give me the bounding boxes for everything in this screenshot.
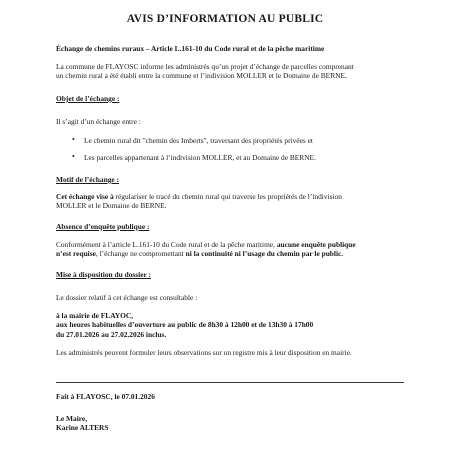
signature-role: Le Maire, [56, 414, 88, 423]
dossier-details [56, 311, 416, 339]
intro-line-2: un chemin rural a été établi entre la commune et l’indivision MOLLER et le Domaine de BERNE. [56, 71, 347, 81]
absence-line-1-a: Conformément à l’article L.161-10 du Code rural et de la pêche maritime, [56, 240, 277, 249]
absence-heading: Absence d’enquête publique : [56, 222, 150, 231]
intro-line-1: La commune de FLAYOSC informe les administrés qu’un projet d’échange de parcelles comprenant [56, 62, 354, 71]
objet-item-2: Les parcelles appartenant à l’indivision MOLLER, et au Domaine de BERNE. [84, 153, 316, 162]
dossier-lead: Le dossier relatif à cet échange est consultable : [56, 293, 198, 302]
motif-line-1-rest: régulariser le tracé du chemin rural qui traverse les propriétés de l’indivision [113, 192, 342, 201]
absence-paragraph [56, 240, 416, 259]
separator-line [56, 382, 404, 383]
absence-line-2-a: n’est requise [56, 249, 96, 259]
motif-heading: Motif de l’échange : [56, 175, 120, 184]
bullet-icon: • [72, 152, 75, 161]
objet-lead: Il s’agit d’un échange entre : [56, 117, 141, 126]
signature-block [56, 414, 416, 433]
motif-paragraph [56, 192, 416, 211]
dossier-line-1: à la mairie de FLAYOC, [56, 311, 134, 320]
signature-name: Karine ALTERS [56, 423, 109, 433]
dossier-observations: Les administrés peuvent formuler leurs observations sur un registre mis à leur disposition en mairie. [56, 348, 352, 357]
notice-subtitle: Échange de chemins ruraux – Article L.161-10 du Code rural et de la pêche maritime [56, 44, 325, 53]
absence-line-1-b: aucune enquête publique [276, 240, 356, 249]
absence-line-2-b: , l’échange ne compromettant [95, 249, 186, 259]
objet-heading: Objet de l’échange : [56, 94, 120, 103]
bullet-icon: • [72, 135, 75, 144]
dossier-line-3: du 27.01.2026 au 27.02.2026 inclus. [56, 329, 167, 339]
absence-line-2-c: ni la continuité ni l’usage du chemin par le public. [185, 249, 344, 259]
signature-place-date: Fait à FLAYOSC, le 07.01.2026 [56, 392, 155, 401]
notice-title: AVIS D’INFORMATION AU PUBLIC [126, 13, 324, 25]
intro-paragraph [56, 62, 416, 81]
dossier-line-2: aux heures habituelles d’ouverture au public de 8h30 à 12h00 et de 13h30 à 17h00 [56, 320, 314, 330]
dossier-heading: Mise à disposition du dossier : [56, 270, 151, 279]
motif-line-2: MOLLER et le Domaine de BERNE. [56, 201, 167, 211]
motif-line-1-bold: Cet échange vise à [56, 192, 114, 201]
objet-item-1: Le chemin rural dit "chemin des Imberts", traversant des propriétés privées et [84, 136, 313, 145]
